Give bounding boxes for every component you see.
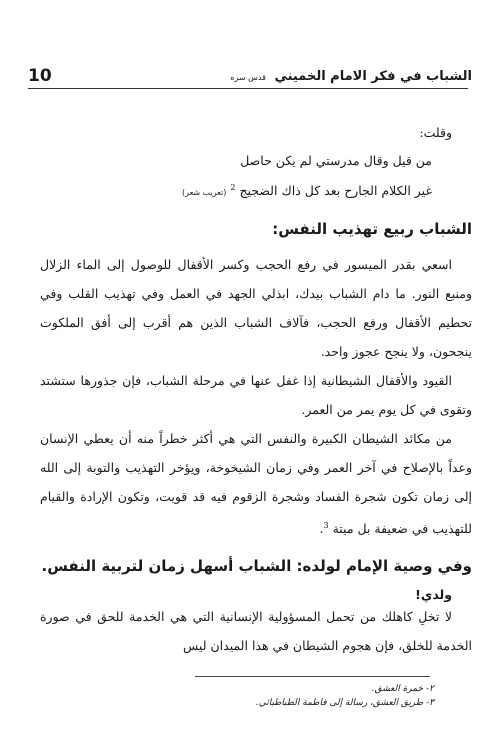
section-heading-1: الشباب ربيع تهذيب النفس:: [272, 220, 472, 239]
paragraph-3: [40, 424, 472, 543]
paragraph-4: لا تخلِ كاهلك من تحمل المسؤولية الإنسانية التي هي الخدمة للحق في صورة الخدمة للخلق، فإن هجوم الشيطان في هذا الميدان ليس: [40, 609, 472, 654]
section-heading-2: وفي وصية الإمام لولده: الشباب أسهل زمان لتربية النفس.: [41, 557, 472, 576]
paragraph-3-text: من مكائد الشيطان الكبيرة والنفس التي هي أكثر خطراً منه أن يعطي الإنسان وعداً بالإصلاح في آخر العمر وفي زمان الشيخوخة، ويؤخر التهذيب والتوبة إلى الله إلى زمان تكون شجرة الفساد وشجرة الزقوم فيه قد قويت، وتكون الإرادة والقيام للتهذيب في ضعيفة بل ميتة: [40, 431, 472, 537]
running-title-honorific: قدس سره: [230, 72, 266, 82]
page-number: 10: [28, 66, 52, 86]
poem-note: (تعريب شعر): [182, 188, 227, 198]
footnote-3: ٣- طريق العشق، رسالة إلى فاطمة الطباطبائي.: [255, 698, 434, 708]
poem-line-2: [40, 174, 432, 206]
paragraph-1: اسعي بقدر الميسور في رفع الحجب وكسر الأقفال للوصول إلى الماء الزلال ومنبع النور. ما دام الشباب بيدك، ابذلي الجهد في العمل وفي تهذيب القلب وفي تحطيم الأقفال ورفع الحجب، فآلاف الشباب الذين هم أقرب إلى أفق الملكوت ينجحون، ولا ينجح عجوز واحد.: [40, 257, 472, 360]
poem-lead: وقلت:: [419, 125, 452, 140]
paragraph-2: القيود والأقفال الشيطانية إذا غفل عنها في مرحلة الشباب، فإن جذورها ستشتد وتقوى في كل يوم يمر من العمر.: [40, 373, 472, 418]
footnote-2: ٢- خمرة العشق.: [371, 684, 434, 694]
running-title: [74, 69, 472, 84]
paragraph-3-end: .: [319, 521, 324, 537]
page-header: [28, 66, 472, 86]
footnote-rule: [195, 676, 430, 677]
footnote-ref-3: 3: [323, 521, 329, 531]
footnotes: [174, 682, 434, 710]
footnote-ref-2: 2: [230, 183, 236, 192]
header-rule: [28, 88, 468, 89]
poem-line-2-text: غير الكلام الجارح بعد كل ذاك الضجيج: [239, 183, 432, 199]
poem-line-1: من قيل وقال مدرستي لم يكن حاصل: [240, 153, 432, 168]
greeting: ولدي!: [415, 587, 452, 603]
running-title-text: الشباب في فكر الامام الخميني: [274, 68, 472, 84]
page-body: [40, 118, 472, 660]
